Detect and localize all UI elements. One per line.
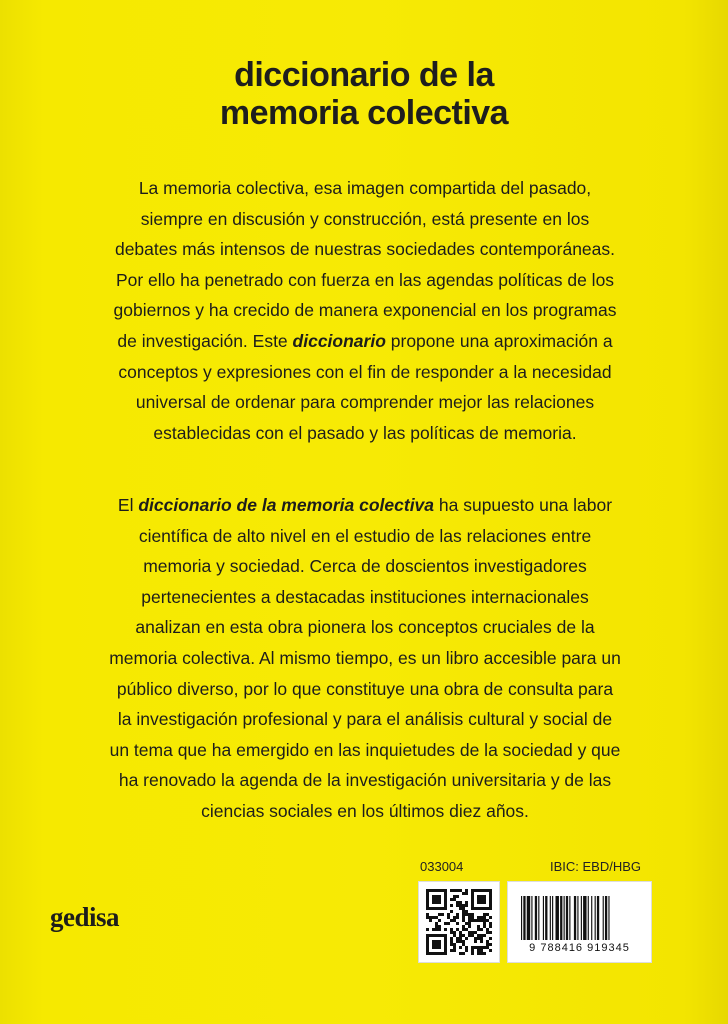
barcode-icon	[508, 882, 651, 942]
emphasis-diccionario: diccionario	[292, 330, 386, 351]
text-segment: de investigación. Este	[117, 330, 293, 351]
text-line: la investigación profesional y para el análisis cultural y social de	[117, 709, 613, 730]
text-line: Por ello ha penetrado con fuerza en las agendas políticas de los	[115, 269, 615, 290]
text-line: científica de alto nivel en el estudio de las relaciones entre	[138, 525, 592, 546]
product-code: 033004	[420, 859, 464, 874]
description-paragraph-1	[50, 173, 680, 448]
isbn-number: 9 788416 919345	[529, 942, 630, 954]
text-line: universal de ordenar para comprender mejor las relaciones	[135, 392, 595, 413]
title-line-2: memoria colectiva	[219, 94, 509, 132]
title-line-1: diccionario de la	[234, 56, 494, 94]
text-line: ciencias sociales en los últimos diez años.	[201, 800, 529, 821]
text-line: pertenecientes a destacadas instituciones internacionales	[141, 586, 589, 607]
text-line: memoria y sociedad. Cerca de doscientos investigadores	[143, 556, 587, 577]
isbn-barcode	[507, 881, 652, 963]
text-line: La memoria colectiva, esa imagen compartida del pasado,	[138, 178, 592, 198]
qr-code-icon	[419, 882, 499, 962]
text-segment: ha supuesto una labor	[434, 495, 613, 515]
text-line	[50, 490, 680, 521]
text-line: conceptos y expresiones con el fin de responder a la necesidad	[118, 361, 612, 382]
qr-code	[418, 881, 500, 963]
emphasis-book-title: diccionario de la memoria colectiva	[138, 495, 435, 515]
text-line: siempre en discusión y construcción, está presente en los	[140, 208, 590, 229]
text-segment: El	[117, 495, 139, 515]
text-line: debates más intensos de nuestras sociedades contemporáneas.	[114, 239, 616, 260]
text-line: analizan en esta obra pionera los conceptos cruciales de la	[135, 617, 595, 638]
text-line: un tema que ha emergido en las inquietudes de la sociedad y que	[109, 739, 621, 760]
text-line: establecidas con el pasado y las políticas de memoria.	[153, 422, 577, 443]
text-line: público diverso, por lo que constituye una obra de consulta para	[116, 678, 614, 699]
text-line	[50, 326, 680, 357]
text-line: ha renovado la agenda de la investigación universitaria y de las	[118, 770, 612, 791]
text-line: memoria colectiva. Al mismo tiempo, es un libro accesible para un	[109, 647, 621, 668]
book-title	[0, 56, 728, 132]
ibic-classification: IBIC: EBD/HBG	[550, 859, 642, 874]
text-segment: propone una aproximación a	[385, 330, 613, 351]
description-paragraph-2	[50, 490, 680, 827]
text-line: gobiernos y ha crecido de manera exponencial en los programas	[113, 300, 617, 321]
publisher-logo: gedisa	[50, 902, 120, 932]
